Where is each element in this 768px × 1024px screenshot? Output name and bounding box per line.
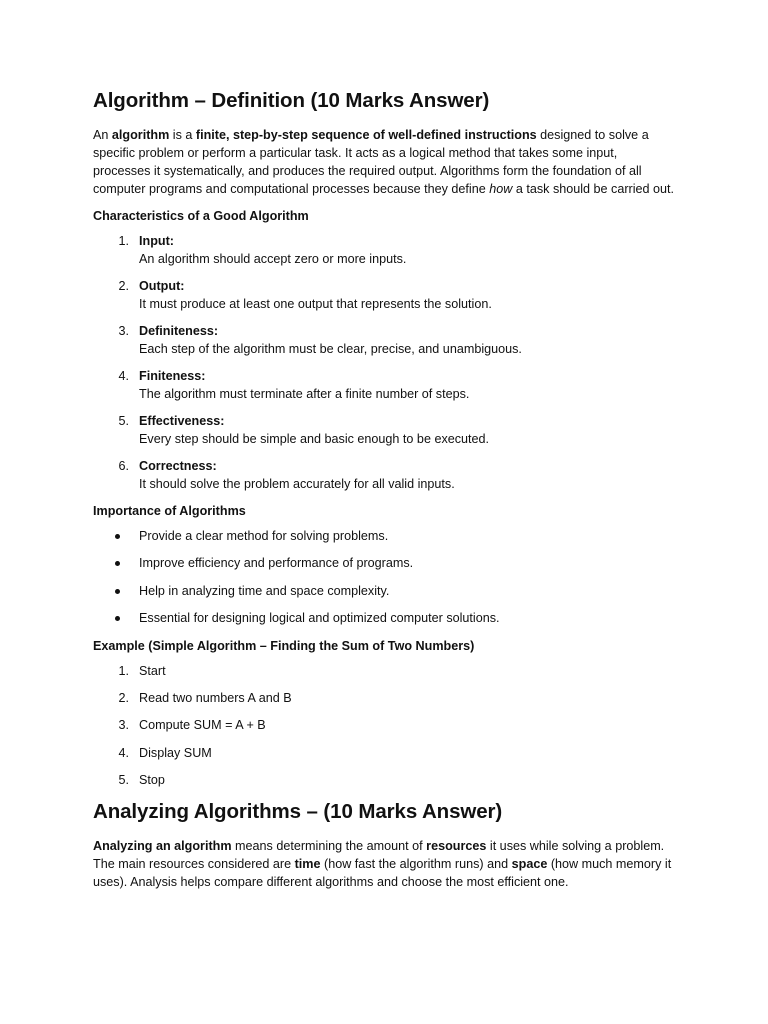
text-run: designed to solve a specific problem or perform a particular task. It acts as a logical method that takes some input, processes it systematically, and produces the required output. Algorithms form the foundation of all computer programs and computational processes because they define	[93, 128, 649, 196]
list-number: 2.	[118, 690, 129, 705]
list-term: Effectiveness:	[139, 414, 225, 428]
bullet-icon	[115, 561, 120, 566]
bullet-icon	[115, 589, 120, 594]
list-item	[93, 609, 678, 627]
bold-run: resources	[426, 838, 487, 853]
list-description: Every step should be simple and basic enough to be executed.	[139, 432, 490, 446]
bold-run: space	[511, 856, 548, 871]
list-item	[93, 689, 678, 707]
list-text: Essential for designing logical and optimized computer solutions.	[139, 611, 500, 626]
list-text: Improve efficiency and performance of programs.	[139, 556, 414, 571]
list-item	[93, 232, 678, 268]
list-item	[93, 744, 678, 762]
bold-run: Analyzing an algorithm	[93, 838, 232, 853]
list-number: 6.	[118, 459, 129, 473]
list-item	[93, 554, 678, 572]
list-number: 1.	[118, 663, 129, 678]
list-item	[93, 716, 678, 734]
list-item	[93, 457, 678, 493]
list-item	[93, 582, 678, 600]
list-description: It must produce at least one output that represents the solution.	[139, 297, 492, 311]
bold-run: algorithm	[111, 128, 170, 142]
list-text: Read two numbers A and B	[139, 690, 292, 705]
list-item	[93, 662, 678, 680]
list-description: It should solve the problem accurately for all valid inputs.	[139, 477, 455, 491]
bullet-icon	[115, 616, 120, 621]
characteristics-list	[93, 232, 678, 493]
text-run: An	[93, 128, 112, 142]
list-text: Help in analyzing time and space complexity.	[139, 583, 390, 598]
list-term: Input:	[139, 234, 174, 248]
list-number: 4.	[118, 745, 129, 760]
section-title-analyzing-algorithms: Analyzing Algorithms – (10 Marks Answer)	[93, 799, 503, 823]
list-number: 5.	[118, 414, 129, 428]
italic-run: how	[489, 182, 513, 196]
bold-run: time	[294, 856, 321, 871]
definition-paragraph	[93, 126, 678, 198]
list-number: 3.	[118, 324, 129, 338]
list-text: Stop	[139, 773, 165, 788]
list-term: Correctness:	[139, 459, 217, 473]
example-steps-list	[93, 662, 678, 790]
section-title-algorithm-definition: Algorithm – Definition (10 Marks Answer)	[93, 89, 490, 112]
bullet-icon	[115, 534, 120, 539]
list-number: 4.	[118, 369, 129, 383]
list-description: The algorithm must terminate after a finite number of steps.	[139, 387, 470, 401]
importance-heading: Importance of Algorithms	[93, 504, 246, 518]
list-text: Start	[139, 663, 166, 678]
list-number: 5.	[118, 773, 129, 788]
importance-list	[93, 527, 678, 627]
text-run: is a	[169, 128, 196, 142]
list-item	[93, 527, 678, 545]
text-run: (how fast the algorithm runs) and	[320, 856, 512, 871]
list-number: 1.	[118, 234, 129, 248]
analysis-paragraph	[93, 837, 678, 891]
list-item	[93, 771, 678, 789]
text-run: (how much memory it uses). Analysis helps compare different algorithms and choose the most efficient one.	[93, 856, 672, 889]
list-text: Display SUM	[139, 745, 212, 760]
list-text: Compute SUM = A + B	[139, 718, 266, 733]
list-number: 3.	[118, 718, 129, 733]
list-text: Provide a clear method for solving problems.	[139, 529, 389, 543]
list-item	[93, 322, 678, 358]
list-item	[93, 367, 678, 403]
list-item	[93, 412, 678, 448]
characteristics-heading: Characteristics of a Good Algorithm	[93, 209, 309, 223]
list-term: Output:	[139, 279, 185, 293]
bold-run: finite, step-by-step sequence of well-defined instructions	[195, 128, 537, 142]
list-item	[93, 277, 678, 313]
list-description: Each step of the algorithm must be clear, precise, and unambiguous.	[139, 342, 522, 356]
example-heading: Example (Simple Algorithm – Finding the Sum of Two Numbers)	[93, 638, 475, 653]
list-term: Definiteness:	[139, 324, 219, 338]
text-run: means determining the amount of	[231, 838, 427, 853]
text-run: a task should be carried out.	[512, 182, 675, 196]
list-term: Finiteness:	[139, 369, 206, 383]
text-run: it uses while solving a problem. The main resources considered are	[93, 838, 665, 871]
list-number: 2.	[118, 279, 129, 293]
list-description: An algorithm should accept zero or more inputs.	[139, 252, 407, 266]
